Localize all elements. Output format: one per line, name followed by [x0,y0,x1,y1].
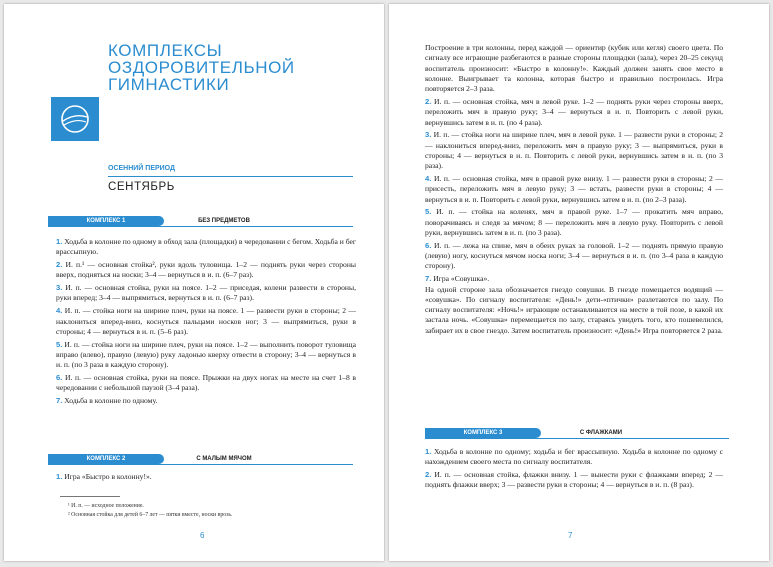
footnote-rule [60,496,120,497]
complex-tab: КОМПЛЕКС 1 [48,216,164,226]
footnote: ¹ И. п. — исходное положение. [68,503,144,509]
ball-icon [51,97,99,141]
right-page [389,4,769,561]
divider [48,464,353,465]
month-heading: СЕНТЯБРЬ [108,181,175,193]
complex-label: С МАЛЫМ МЯЧОМ [196,456,252,462]
complex-label: С ФЛАЖКАМИ [579,430,623,436]
list-item: 4. И. п. — стойка ноги на ширине плеч, руки на поясе. 1 — развести руки в стороны; 2 — наклониться вперед-вниз, коснуться пальцами носков ног; 3 — выпрямиться, руки в стороны; 4 — вернуться в и. п. (5–6 раз). [56,306,356,336]
complex-label: БЕЗ ПРЕДМЕТОВ [198,218,250,224]
divider [108,176,353,177]
title-line: ОЗДОРОВИТЕЛЬНОЙ [108,58,295,77]
divider [48,226,353,227]
list-item: 2. И. п.¹ — основная стойка², руки вдоль туловища. 1–2 — поднять руки через стороны вверх, подняться на носки; 3–4 — вернуться в и. п. (6–7 раз). [56,260,356,280]
period-heading: ОСЕННИЙ ПЕРИОД [108,165,176,172]
exercise-list [56,472,356,485]
title-line: КОМПЛЕКСЫ [108,41,223,60]
list-item: 4. И. п. — основная стойка, мяч в правой руке внизу. 1 — развести руки в стороны; 2 — присесть, переложить мяч в левую руку; 3 — встать, развести руки в стороны; 4 — вернуться в и. п. Повторить с левой руки, вернувшись затем в и. п. (по 2–3 раза). [425,174,723,204]
paragraph: Построение в три колонны, перед каждой — ориентир (кубик или кегля) своего цвета. По сигналу все играющие разбегаются в разные стороны площадки (зала), через 20–25 секунд воспитатель произносит: «Быстро в колонну!». Каждый должен занять свое место в колонне. Выигрывает та колонна, которая быстро и правильно построилась. Игра повторяется 2–3 раза. [425,43,723,94]
footnote: ² Основная стойка для детей 6–7 лет — пятки вместе, носки врозь. [68,512,233,518]
list-item: 6. И. п. — основная стойка, руки на поясе. Прыжки на двух ногах на месте на счет 1–8 в чередовании с небольшой паузой (3–4 раза). [56,373,356,393]
divider [425,438,729,439]
list-item: 1. Игра «Быстро в колонну!». [56,472,152,481]
title-line: ГИМНАСТИКИ [108,75,230,94]
list-item: 3. И. п. — стойка ноги на ширине плеч, мяч в левой руке. 1 — развести руки в стороны; 2 — наклониться вперед-вниз, переложить мяч в правую руку; 3 — выпрямиться, руки в стороны; 4 — вернуться в и. п. Повторить с левой руки, вернувшись затем в и. п. (по 3 раза). [425,130,723,171]
list-item: 7. Игра «Совушка». [425,274,490,284]
list-item: 6. И. п. — лежа на спине, мяч в обеих руках за головой. 1–2 — поднять прямую правую (левую) ногу, коснуться мячом носка ноги; 3–4 — вернуться в и. п. (по 3–4 раза в каждую сторону). [425,240,723,271]
exercise-list [425,43,723,339]
page-title [108,42,295,93]
complex-bar [48,454,353,464]
footnotes [68,502,358,520]
complex-bar [48,216,353,226]
complex-tab: КОМПЛЕКС 2 [48,454,164,464]
list-item: 5. И. п. — стойка на коленях, мяч в правой руке. 1–7 — прокатить мяч вправо, поворачиваясь и следя за мячом; 8 — переложить мяч в левую руку. Повторить с левой руки, вернувшись затем в и. п. (по 3 раза). [425,207,723,238]
complex-bar [425,428,729,438]
left-page [4,4,384,561]
complex-tab: КОМПЛЕКС 3 [425,428,541,438]
list-item: 1. Ходьба в колонне по одному в обход зала (площадки) в чередовании с бегом. Ходьба и бег врассыпную. [56,237,356,257]
page-number: 7 [568,531,573,540]
list-item: 7. Ходьба в колонне по одному. [56,396,158,406]
exercise-list [56,237,356,409]
list-item: 1. Ходьба в колонне по одному; ходьба и бег врассыпную. Ходьба в колонне по одному с нахождением своего места по сигналу воспитателя. [425,447,723,467]
list-item: 2. И. п. — основная стойка, мяч в левой руке. 1–2 — поднять руки через стороны вверх, переложить мяч в правую руку; 3–4 — вернуться в и. п. Повторить с левой руки, вернувшись затем в и. п. (по 4 раза). [425,96,723,127]
list-item: 5. И. п. — стойка ноги на ширине плеч, руки на поясе. 1–2 — выполнить поворот туловища вправо (влево), правую (левую) руку ладонью кверху отвести в сторону; 3–4 — вернуться в и. п. (по 3 раза в каждую сторону). [56,339,356,370]
paragraph: На одной стороне зала обозначается гнездо совушки. В гнезде помещается водящий — «совушка». По сигналу воспитателя: «День!» дети-«птички» разлетаются по залу. По сигналу воспитателя: «Ночь!» играющие останавливаются на месте в той позе, в какой их застала ночь. «Совушка» перемещается по залу, стараясь увидеть того, кто пошевелился, забирает их в свое гнездо. Затем воспитатель произносит: «День!» Игра повторяется 2 раза. [425,284,723,335]
list-item: 3. И. п. — основная стойка, руки на поясе. 1–2 — приседая, колени развести в стороны, руки вперед; 3–4 — выпрямиться, вернуться в и. п. (6–7 раз). [56,283,356,303]
exercise-list [425,447,723,493]
page-number: 6 [200,531,205,540]
list-item: 2. И. п. — основная стойка, флажки внизу. 1 — вынести руки с флажками вперед; 2 — поднять флажки вверх; 3 — развести руки в стороны; 4 — вернуться в и. п. (8 раз). [425,470,723,490]
